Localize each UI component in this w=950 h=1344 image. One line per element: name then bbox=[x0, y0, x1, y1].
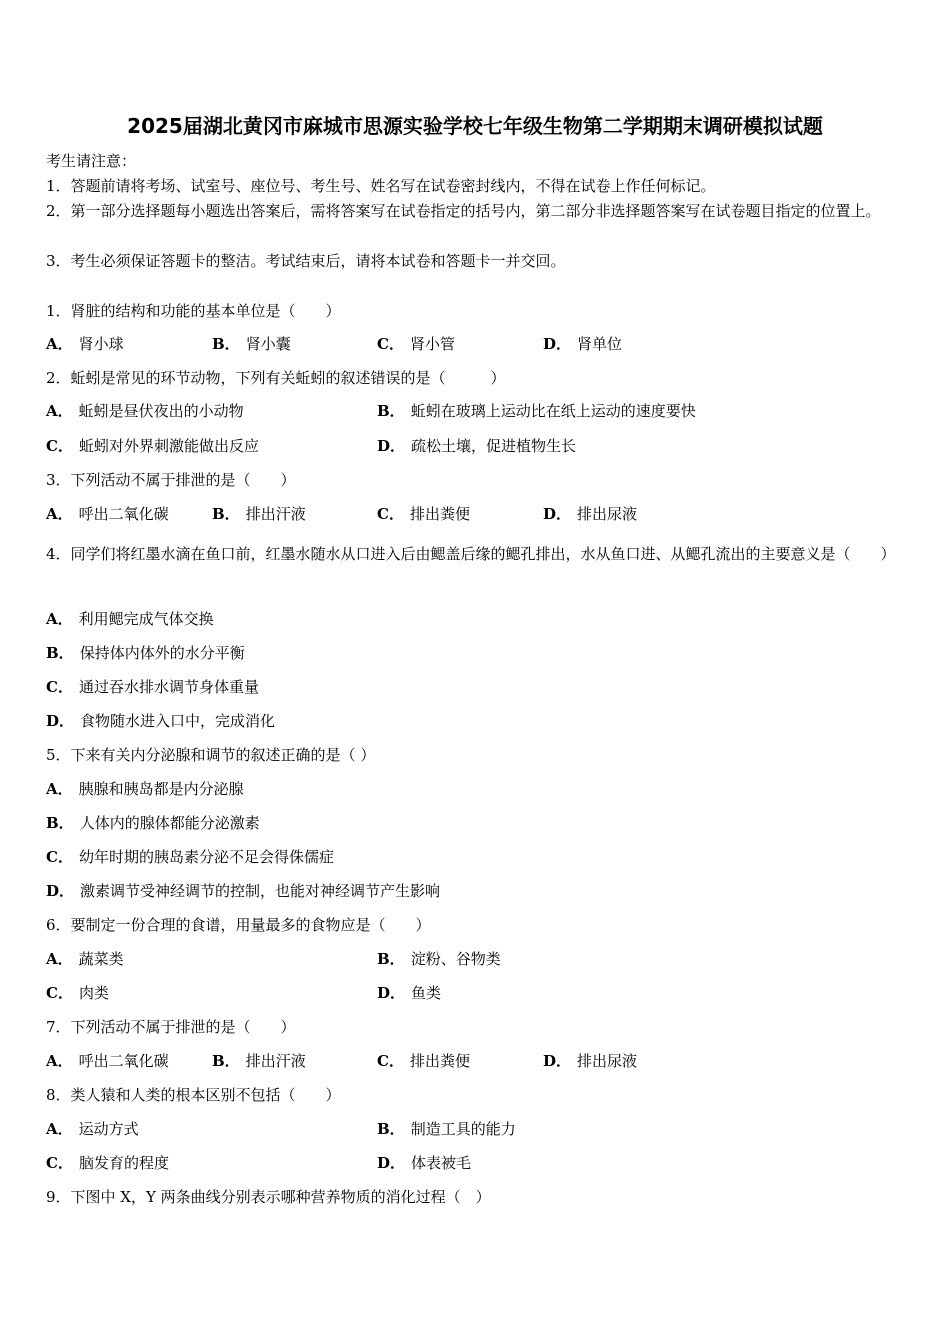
option-c[interactable]: C． 排出粪便 bbox=[377, 505, 470, 523]
option-b[interactable]: B． 人体内的腺体都能分泌激素 bbox=[46, 814, 260, 832]
option-c[interactable]: C． 幼年时期的胰岛素分泌不足会得侏儒症 bbox=[46, 848, 334, 866]
option-d[interactable]: D． 排出尿液 bbox=[543, 505, 638, 523]
option-c[interactable]: C． 蚯蚓对外界刺激能做出反应 bbox=[46, 437, 259, 455]
option-b[interactable]: B． 蚯蚓在玻璃上运动比在纸上运动的速度要快 bbox=[377, 402, 696, 420]
question-3-stem: 3．下列活动不属于排泄的是（ ） bbox=[46, 471, 296, 489]
option-d[interactable]: D． 食物随水进入口中，完成消化 bbox=[46, 712, 276, 730]
question-4-stem: 4．同学们将红墨水滴在鱼口前，红墨水随水从口进入后由鳃盖后缘的鳃孔排出，水从鱼口进、从鳃孔流出的主要意义是（ ） bbox=[46, 545, 896, 563]
option-b[interactable]: B． 肾小囊 bbox=[212, 335, 291, 353]
question-1-stem: 1．肾脏的结构和功能的基本单位是（ ） bbox=[46, 302, 341, 320]
option-b[interactable]: B． 制造工具的能力 bbox=[377, 1120, 516, 1138]
option-d[interactable]: D． 排出尿液 bbox=[543, 1052, 638, 1070]
option-c[interactable]: C． 脑发育的程度 bbox=[46, 1154, 169, 1172]
option-b[interactable]: B． 排出汗液 bbox=[212, 1052, 306, 1070]
option-c[interactable]: C． 肾小管 bbox=[377, 335, 455, 353]
notice-item-2: 2．第一部分选择题每小题选出答案后，需将答案写在试卷指定的括号内，第二部分非选择题答案写在试卷题目指定的位置上。 bbox=[46, 202, 881, 220]
notice-item-1: 1．答题前请将考场、试室号、座位号、考生号、姓名写在试卷密封线内，不得在试卷上作任何标记。 bbox=[46, 177, 716, 195]
option-a[interactable]: A． 呼出二氧化碳 bbox=[46, 1052, 169, 1070]
option-a[interactable]: A． 蔬菜类 bbox=[46, 950, 124, 968]
option-a[interactable]: A． 呼出二氧化碳 bbox=[46, 505, 169, 523]
question-5-stem: 5．下来有关内分泌腺和调节的叙述正确的是（ ） bbox=[46, 746, 376, 764]
question-7-stem: 7．下列活动不属于排泄的是（ ） bbox=[46, 1018, 296, 1036]
notice-heading: 考生请注意： bbox=[46, 152, 137, 170]
option-b[interactable]: B． 保持体内体外的水分平衡 bbox=[46, 644, 245, 662]
question-2-stem: 2．蚯蚓是常见的环节动物，下列有关蚯蚓的叙述错误的是（ ） bbox=[46, 369, 506, 387]
option-a[interactable]: A． 胰腺和胰岛都是内分泌腺 bbox=[46, 780, 244, 798]
question-9-stem: 9．下图中 X，Y 两条曲线分别表示哪种营养物质的消化过程（ ） bbox=[46, 1188, 491, 1206]
option-d[interactable]: D． 体表被毛 bbox=[377, 1154, 472, 1172]
option-b[interactable]: B． 排出汗液 bbox=[212, 505, 306, 523]
option-a[interactable]: A． 运动方式 bbox=[46, 1120, 139, 1138]
option-a[interactable]: A． 肾小球 bbox=[46, 335, 124, 353]
option-a[interactable]: A． 利用鳃完成气体交换 bbox=[46, 610, 214, 628]
option-d[interactable]: D． 疏松土壤，促进植物生长 bbox=[377, 437, 577, 455]
option-a[interactable]: A． 蚯蚓是昼伏夜出的小动物 bbox=[46, 402, 244, 420]
option-c[interactable]: C． 肉类 bbox=[46, 984, 109, 1002]
question-6-stem: 6．要制定一份合理的食谱，用量最多的食物应是（ ） bbox=[46, 916, 431, 934]
option-d[interactable]: D． 鱼类 bbox=[377, 984, 442, 1002]
option-d[interactable]: D． 激素调节受神经调节的控制，也能对神经调节产生影响 bbox=[46, 882, 441, 900]
page-title: 2025届湖北黄冈市麻城市思源实验学校七年级生物第二学期期末调研模拟试题 bbox=[127, 114, 823, 138]
question-8-stem: 8．类人猿和人类的根本区别不包括（ ） bbox=[46, 1086, 341, 1104]
option-d[interactable]: D． 肾单位 bbox=[543, 335, 623, 353]
option-b[interactable]: B． 淀粉、谷物类 bbox=[377, 950, 501, 968]
notice-item-3: 3．考生必须保证答题卡的整洁。考试结束后，请将本试卷和答题卡一并交回。 bbox=[46, 252, 566, 270]
option-c[interactable]: C． 通过吞水排水调节身体重量 bbox=[46, 678, 259, 696]
option-c[interactable]: C． 排出粪便 bbox=[377, 1052, 470, 1070]
